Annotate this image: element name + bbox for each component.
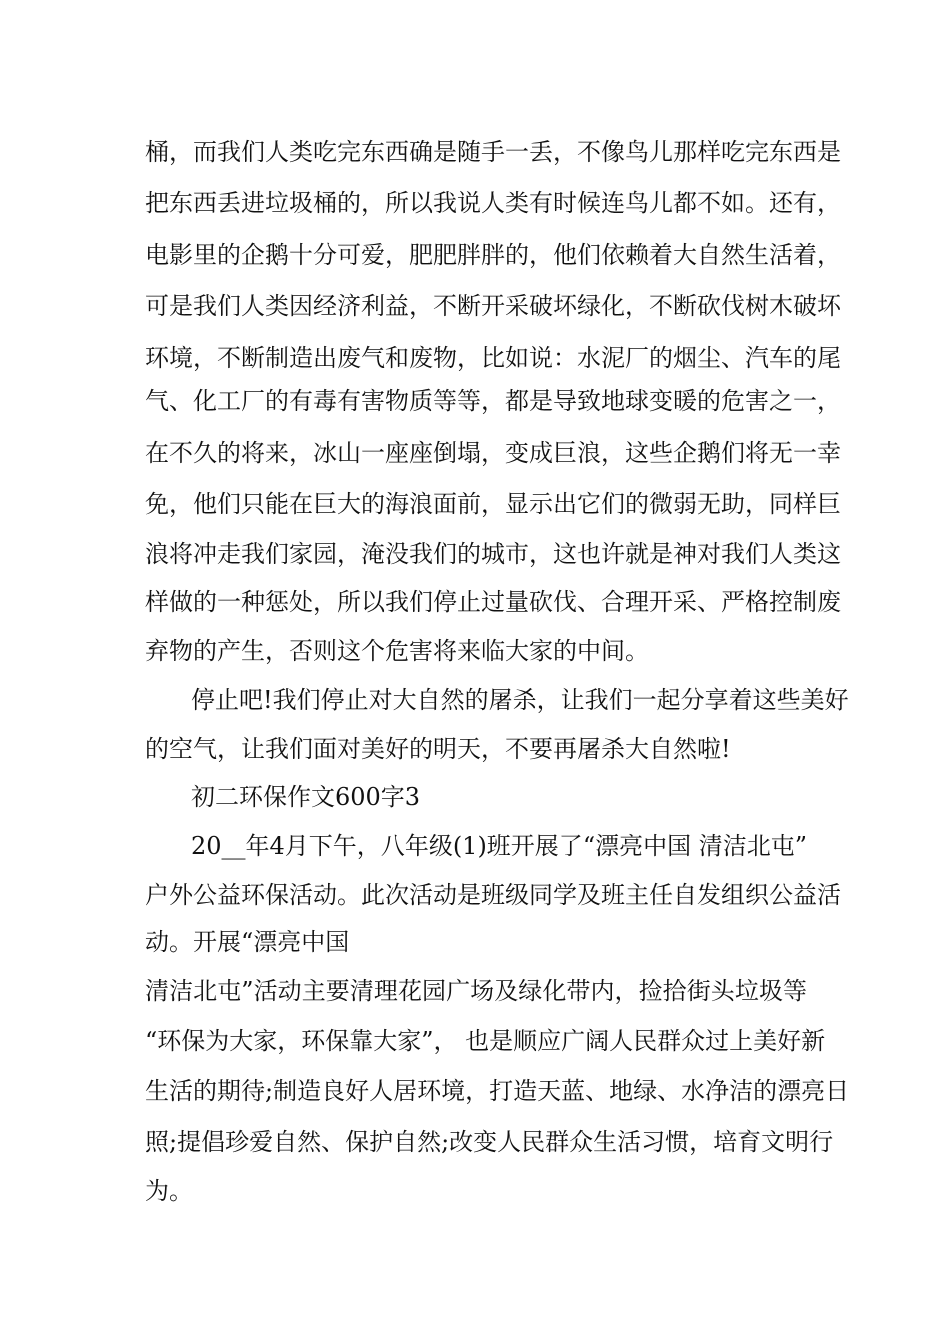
text-line: 电影里的企鹅十分可爱，肥肥胖胖的，他们依赖着大自然生活着， (145, 241, 841, 269)
text-line: 为。 (145, 1177, 193, 1205)
text-line: 的空气，让我们面对美好的明天，不要再屠杀大自然啦! (145, 735, 731, 763)
text-line: 户外公益环保活动。此次活动是班级同学及班主任自发组织公益活 (145, 881, 841, 909)
text-line: 浪将冲走我们家园，淹没我们的城市，这也许就是神对我们人类这 (145, 540, 841, 568)
text-line: 停止吧!我们停止对大自然的屠杀，让我们一起分享着这些美好 (191, 686, 849, 714)
text-line: 可是我们人类因经济利益，不断开采破坏绿化，不断砍伐树木破坏 (145, 292, 841, 320)
text-line: “环保为大家，环保靠大家”， 也是顺应广阔人民群众过上美好新 (145, 1027, 826, 1055)
text-line: 气、化工厂的有毒有害物质等等，都是导致地球变暖的危害之一， (145, 387, 841, 415)
text-line: 弃物的产生，否则这个危害将来临大家的中间。 (145, 637, 649, 665)
text-line: 在不久的将来，冰山一座座倒塌，变成巨浪，这些企鹅们将无一幸 (145, 439, 841, 467)
text-line: 生活的期待;制造良好人居环境，打造天蓝、地绿、水净洁的漂亮日 (145, 1077, 850, 1105)
text-line: 20__年4月下午，八年级(1)班开展了“漂亮中国 清洁北屯” (191, 832, 807, 860)
text-line: 环境，不断制造出废气和废物，比如说：水泥厂的烟尘、汽车的尾 (145, 344, 841, 372)
section-heading: 初二环保作文600字3 (191, 783, 421, 811)
text-line: 样做的一种惩处，所以我们停止过量砍伐、合理开采、严格控制废 (145, 588, 841, 616)
text-line: 免，他们只能在巨大的海浪面前，显示出它们的微弱无助，同样巨 (145, 490, 841, 518)
text-line: 照;提倡珍爱自然、保护自然;改变人民群众生活习惯，培育文明行 (145, 1128, 834, 1156)
text-line: 清洁北屯”活动主要清理花园广场及绿化带内，捡拾街头垃圾等 (145, 977, 807, 1005)
text-line: 桶，而我们人类吃完东西确是随手一丢，不像鸟儿那样吃完东西是 (145, 138, 841, 166)
text-line: 动。开展“漂亮中国 (145, 928, 350, 956)
text-line: 把东西丢进垃圾桶的，所以我说人类有时候连鸟儿都不如。还有， (145, 189, 841, 217)
